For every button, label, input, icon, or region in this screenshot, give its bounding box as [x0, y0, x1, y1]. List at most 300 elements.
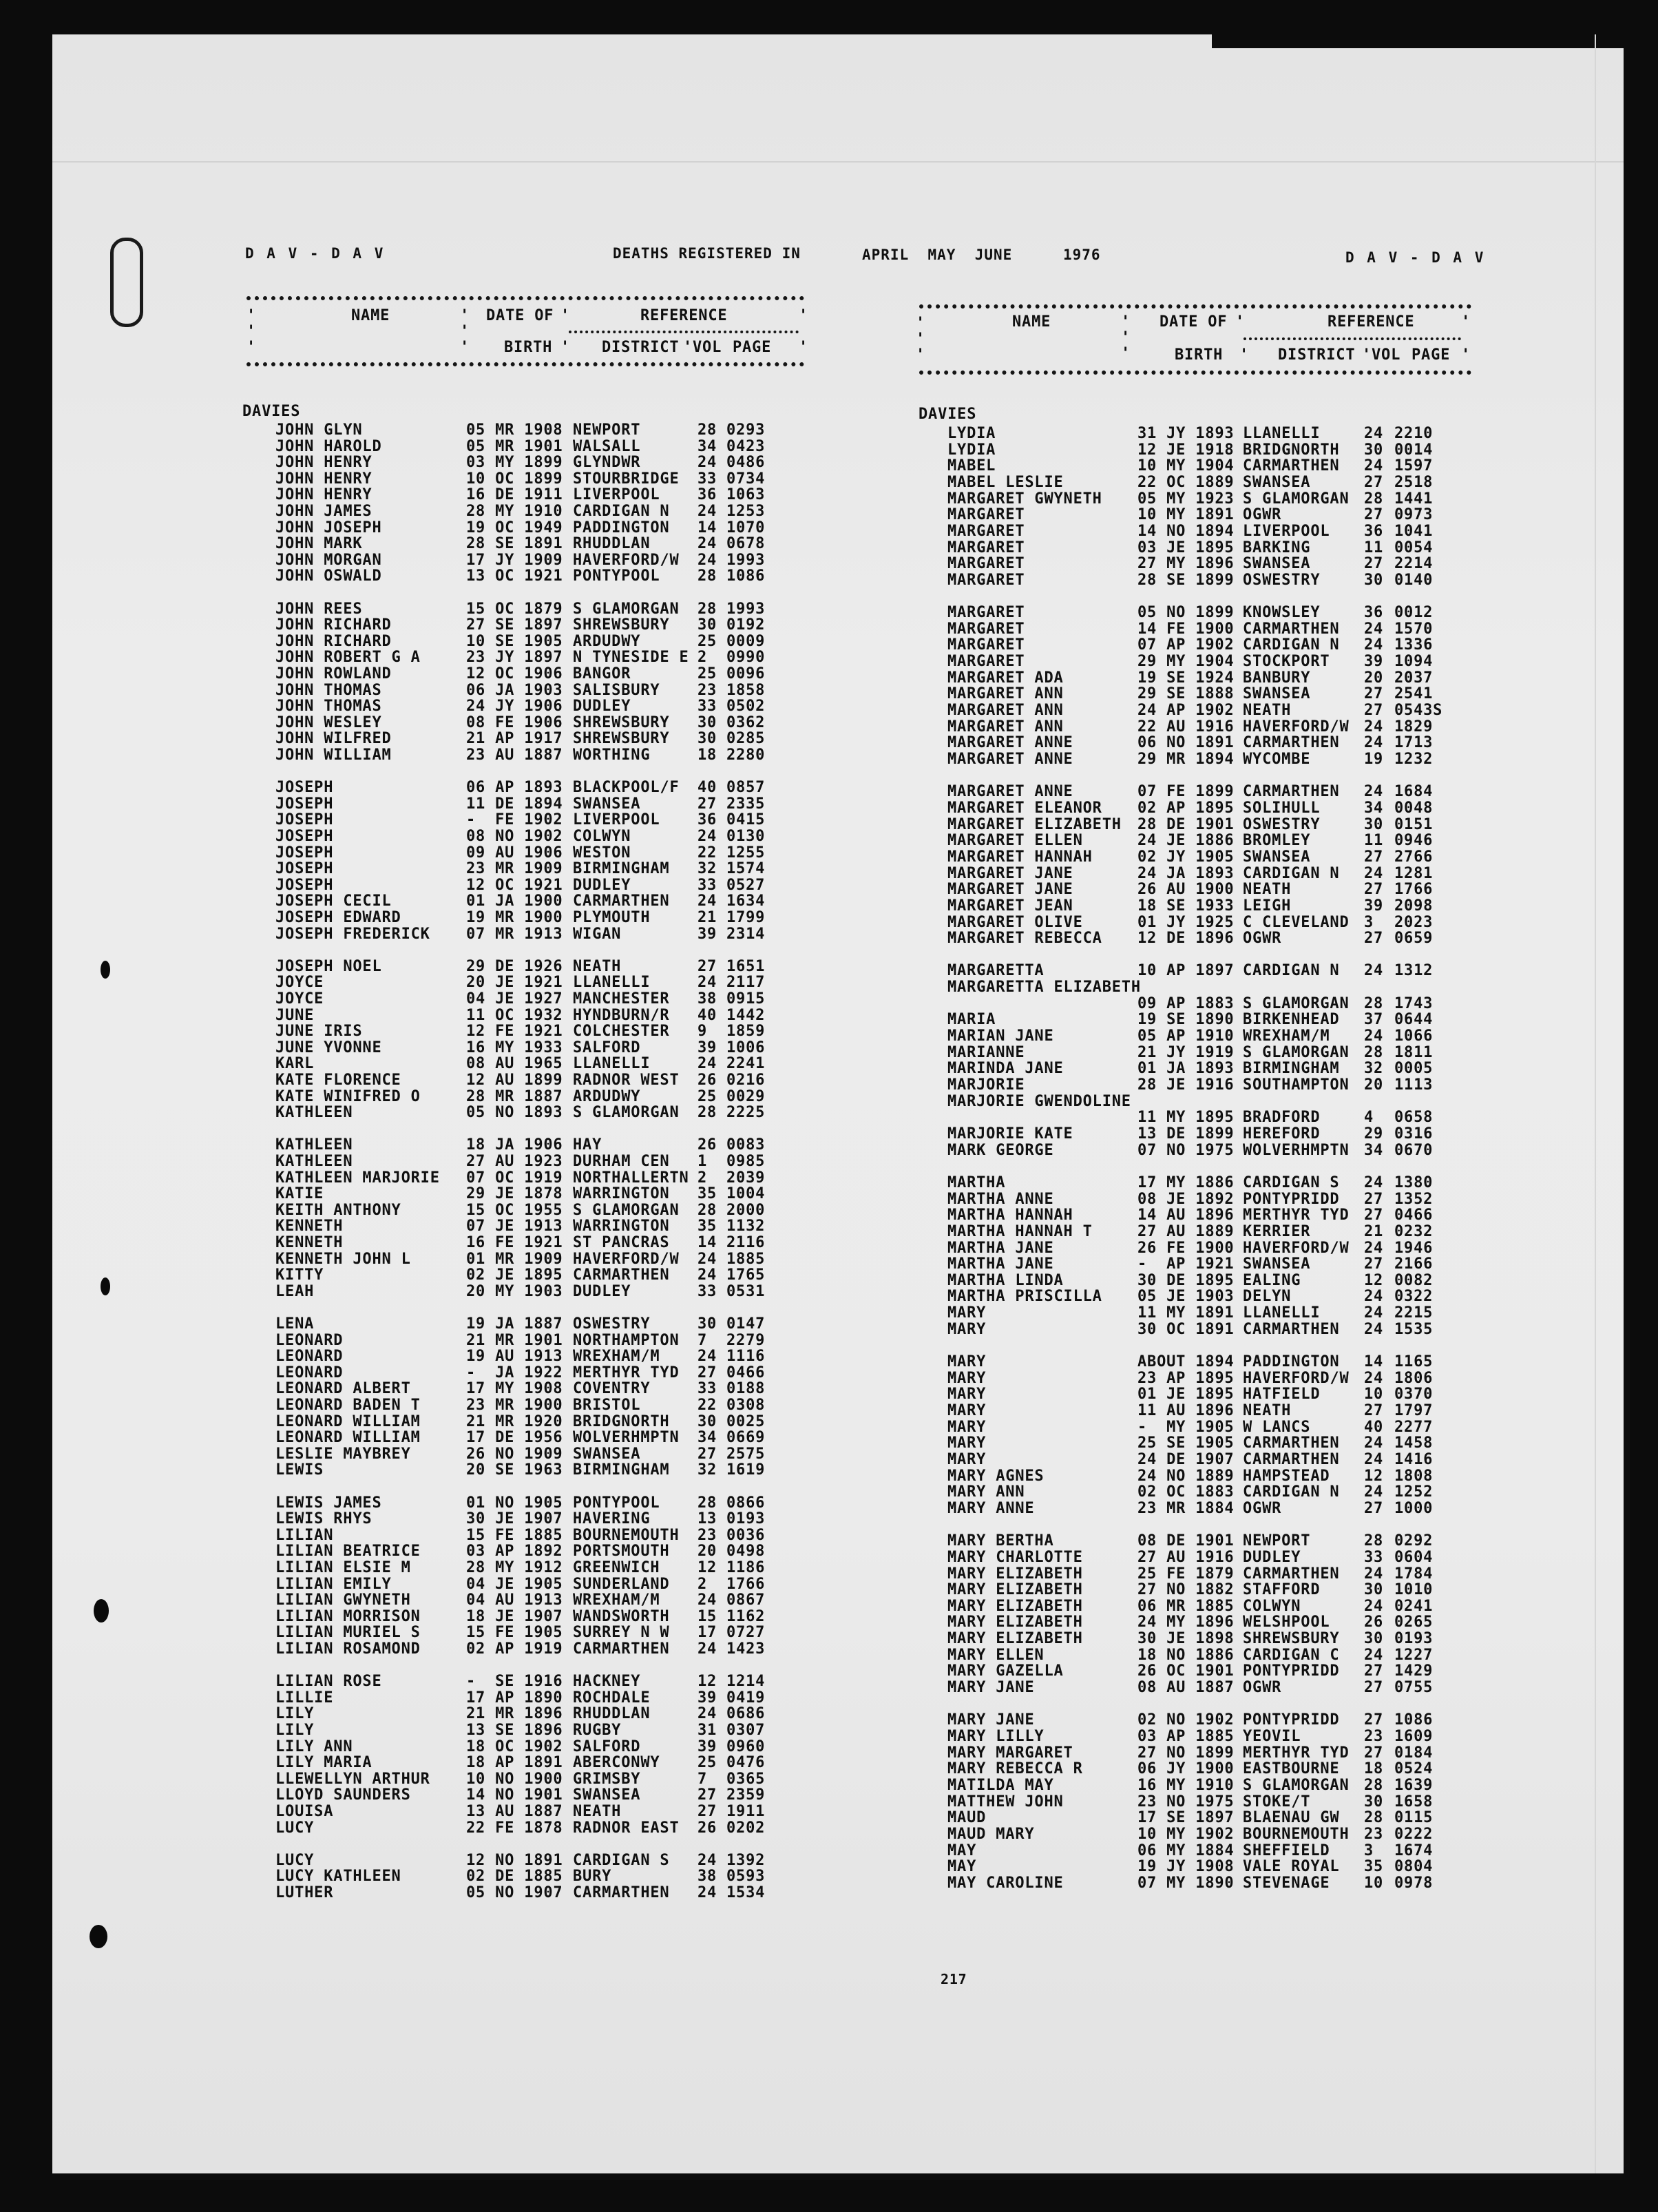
entry-vol: 33 [697, 876, 717, 894]
entry-page: 1713 [1394, 734, 1434, 752]
entry-vol: 30 [1364, 1581, 1384, 1599]
entry-district: NORTHALLERTN [573, 1169, 689, 1187]
entry-vol: 36 [1364, 604, 1384, 622]
entry-date: - FE 1902 [466, 811, 563, 829]
entry-vol: 24 [1364, 864, 1384, 882]
entry-date: 10 MY 1891 [1137, 506, 1235, 524]
entry-name: JOHN HENRY [275, 454, 372, 472]
entry-name: MAY CAROLINE [947, 1874, 1064, 1892]
entry-date: 12 NO 1891 [466, 1851, 563, 1869]
entry-name: MARIA [947, 1011, 996, 1029]
entry-name: MARY GAZELLA [947, 1662, 1064, 1680]
entry-date: 20 SE 1963 [466, 1461, 563, 1479]
entry-page: 0370 [1394, 1386, 1434, 1404]
scan-border [1212, 0, 1658, 48]
entry-vol: 27 [697, 1803, 717, 1820]
entry-district: S GLAMORGAN [573, 1104, 680, 1122]
entry-page: 1000 [1394, 1499, 1434, 1517]
entry-district: WREXHAM/M [1243, 1027, 1330, 1045]
entry-name: MARY JANE [947, 1711, 1035, 1729]
entry-name: KATE FLORENCE [275, 1072, 401, 1089]
entry-district: CARMARTHEN [573, 1640, 670, 1658]
entry-district: S GLAMORGAN [573, 600, 680, 618]
entry-page: 0012 [1394, 604, 1434, 622]
entry-name: MARGARET HANNAH [947, 848, 1093, 866]
entry-page: 1808 [1394, 1467, 1434, 1485]
entry-vol: 30 [1364, 571, 1384, 589]
entry-district: MERTHYR TYD [1243, 1744, 1350, 1762]
entry-page: 0036 [726, 1526, 766, 1544]
entry-vol: 34 [1364, 799, 1384, 817]
entry-page: 1674 [1394, 1841, 1434, 1859]
entry-vol: 30 [697, 1315, 717, 1333]
entry-name: JOHN MARK [275, 535, 363, 553]
entry-page: 2277 [1394, 1418, 1434, 1436]
entry-date: 17 SE 1897 [1137, 1809, 1235, 1827]
entry-page: 0527 [726, 876, 766, 894]
entry-district: S GLAMORGAN [1243, 1776, 1350, 1794]
entry-page: 1534 [726, 1884, 766, 1901]
entry-district: OSWESTRY [573, 1315, 651, 1333]
entry-page: 1066 [1394, 1027, 1434, 1045]
punch-hole [90, 1925, 107, 1948]
entry-district: DELYN [1243, 1288, 1292, 1306]
entry-district: BRIDGNORTH [1243, 441, 1340, 459]
entry-date: 02 DE 1885 [466, 1868, 563, 1886]
entry-date: 27 AU 1889 [1137, 1222, 1235, 1240]
entry-district: SURREY N W [573, 1624, 670, 1642]
entry-date: 19 OC 1949 [466, 519, 563, 536]
entry-name: MARY [947, 1320, 987, 1338]
entry-district: SWANSEA [1243, 555, 1311, 573]
dotted-rule [246, 296, 804, 300]
entry-district: CARMARTHEN [1243, 1434, 1340, 1452]
entry-page: 1253 [726, 503, 766, 520]
entry-name: JOHN OSWALD [275, 567, 382, 585]
entry-name: MARGARET ANN [947, 702, 1064, 720]
entry-district: CARMARTHEN [1243, 1450, 1340, 1468]
entry-name: MARGARET ANNE [947, 783, 1073, 801]
entry-district: BOURNEMOUTH [1243, 1825, 1350, 1843]
entry-page: 0867 [726, 1592, 766, 1609]
col-page: PAGE [1412, 346, 1451, 364]
entry-vol: 27 [1364, 702, 1384, 720]
entry-district: HAVERFORD/W [1243, 1239, 1350, 1257]
entry-district: HAY [573, 1136, 602, 1154]
entry-name: MARGARETTA [947, 962, 1045, 980]
entry-date: - JA 1922 [466, 1364, 563, 1381]
entry-page: 1639 [1394, 1776, 1434, 1794]
entry-vol: 28 [1364, 1532, 1384, 1550]
entry-name: MARGARET [947, 539, 1025, 556]
entry-page: 0096 [726, 665, 766, 682]
entry-vol: 31 [697, 1722, 717, 1739]
entry-district: BLACKPOOL/F [573, 779, 680, 797]
entry-page: 0804 [1394, 1858, 1434, 1876]
entry-district: NEATH [1243, 1402, 1292, 1419]
entry-district: OGWR [1243, 1679, 1282, 1697]
entry-vol: 27 [1364, 1711, 1384, 1729]
entry-district: BIRKENHEAD [1243, 1011, 1340, 1029]
entry-vol: 24 [697, 1055, 717, 1073]
entry-date: 23 AU 1887 [466, 747, 563, 764]
entry-page: 0604 [1394, 1548, 1434, 1566]
entry-page: 0973 [1394, 506, 1434, 524]
entry-name: MAUD MARY [947, 1825, 1035, 1843]
entry-date: 11 OC 1932 [466, 1006, 563, 1024]
index-range-left: D A V - D A V [245, 245, 386, 262]
entry-date: 30 OC 1891 [1137, 1320, 1235, 1338]
entry-date: 29 DE 1926 [466, 957, 563, 975]
entry-district: STOURBRIDGE [573, 470, 680, 488]
entry-vol: 22 [697, 844, 717, 862]
entry-vol: 35 [697, 1185, 717, 1203]
entry-vol: 18 [1364, 1760, 1384, 1778]
entry-name: MARK GEORGE [947, 1141, 1054, 1159]
entry-page: 0727 [726, 1624, 766, 1642]
entry-name: MARY REBECCA R [947, 1760, 1083, 1778]
entry-vol: 28 [697, 421, 717, 439]
entry-date: 18 OC 1902 [466, 1738, 563, 1755]
entry-date: - SE 1916 [466, 1673, 563, 1691]
entry-page: 2541 [1394, 685, 1434, 703]
entry-page: 1312 [1394, 962, 1434, 980]
entry-name: JOYCE [275, 990, 324, 1008]
entry-name: KEITH ANTHONY [275, 1201, 401, 1219]
entry-page: 1336 [1394, 636, 1434, 654]
entry-date: 14 FE 1900 [1137, 620, 1235, 638]
column-separator: ' [1121, 345, 1131, 362]
entry-date: 02 JY 1905 [1137, 848, 1235, 866]
col-page: PAGE [733, 339, 772, 356]
entry-date: 14 NO 1894 [1137, 522, 1235, 540]
entry-name: LEWIS RHYS [275, 1510, 372, 1528]
entry-district: SWANSEA [1243, 685, 1311, 703]
entry-vol: 24 [697, 454, 717, 472]
entry-page: 0593 [726, 1868, 766, 1886]
col-name: NAME [351, 307, 390, 324]
entry-vol: 24 [1364, 1565, 1384, 1583]
dotted-rule [919, 304, 1471, 309]
entry-page: 0678 [726, 535, 766, 553]
entry-name: MARY [947, 1434, 987, 1452]
entry-page: 1423 [726, 1640, 766, 1658]
entry-date: 02 NO 1902 [1137, 1711, 1235, 1729]
entry-date: 25 FE 1879 [1137, 1565, 1235, 1583]
quarter-period: APRIL MAY JUNE [862, 247, 1013, 263]
entry-page: 1429 [1394, 1662, 1434, 1680]
entry-name: MARY MARGARET [947, 1744, 1073, 1762]
entry-name: LEONARD ALBERT [275, 1380, 411, 1398]
entry-name: KATHLEEN [275, 1153, 353, 1170]
entry-name: JUNE IRIS [275, 1023, 363, 1041]
entry-date: 18 JA 1906 [466, 1136, 563, 1154]
entry-district: ARDUDWY [573, 1087, 641, 1105]
entry-date: 24 JA 1893 [1137, 864, 1235, 882]
entry-vol: 28 [1364, 1809, 1384, 1827]
entry-district: STEVENAGE [1243, 1874, 1330, 1892]
entry-vol: 24 [1364, 636, 1384, 654]
entry-page: 1859 [726, 1023, 766, 1041]
entry-vol: 24 [697, 828, 717, 845]
entry-page: 0265 [1394, 1614, 1434, 1631]
entry-district: PONTYPOOL [573, 1494, 660, 1512]
entry-date: 27 MY 1896 [1137, 555, 1235, 573]
entry-vol: 37 [1364, 1011, 1384, 1029]
entry-district: OGWR [1243, 1499, 1282, 1517]
entry-date: 06 MY 1884 [1137, 1841, 1235, 1859]
entry-district: LEIGH [1243, 897, 1292, 915]
entry-district: SWANSEA [1243, 473, 1311, 491]
entry-name: MARY [947, 1369, 987, 1387]
entry-page: 1252 [1394, 1483, 1434, 1501]
entry-name: MARGARET [947, 522, 1025, 540]
entry-date: 24 JY 1906 [466, 698, 563, 716]
entry-page: 0990 [726, 649, 766, 667]
entry-date: 07 JE 1913 [466, 1218, 563, 1235]
entry-date: 22 OC 1889 [1137, 473, 1235, 491]
entry-vol: 28 [1364, 1043, 1384, 1061]
entry-date: 04 AU 1913 [466, 1592, 563, 1609]
entry-vol: 40 [697, 1006, 717, 1024]
entry-vol: 33 [697, 1282, 717, 1300]
entry-district: BRISTOL [573, 1397, 641, 1414]
entry-page: 2116 [726, 1234, 766, 1251]
entry-date: 05 NO 1907 [466, 1884, 563, 1901]
entry-district: BOURNEMOUTH [573, 1526, 680, 1544]
entry-date: 19 JA 1887 [466, 1315, 563, 1333]
column-separator: ' [460, 339, 470, 356]
entry-name: KENNETH [275, 1218, 344, 1235]
entry-vol: 27 [1364, 1662, 1384, 1680]
col-reference: REFERENCE [1328, 313, 1415, 331]
entry-district: BURY [573, 1868, 612, 1886]
entry-name: MARY [947, 1402, 987, 1419]
entry-date: 10 SE 1905 [466, 632, 563, 650]
entry-vol: 15 [697, 1607, 717, 1625]
entry-page: 0014 [1394, 441, 1434, 459]
entry-vol: 24 [697, 974, 717, 992]
entry-page: 1165 [1394, 1353, 1434, 1371]
entry-district: STOKE/T [1243, 1793, 1311, 1811]
entry-district: LIVERPOOL [1243, 522, 1330, 540]
entry-district: LLANELLI [1243, 1304, 1321, 1322]
entry-page: 1227 [1394, 1646, 1434, 1664]
entry-page: 0083 [726, 1136, 766, 1154]
entry-name: JOHN HENRY [275, 486, 372, 504]
entry-page: 0202 [726, 1819, 766, 1837]
entry-district: COLCHESTER [573, 1023, 670, 1041]
entry-date: 30 JE 1907 [466, 1510, 563, 1528]
entry-date: 09 AU 1906 [466, 844, 563, 862]
entry-vol: 2 [697, 649, 708, 667]
col-birth: BIRTH [1175, 346, 1224, 364]
entry-name: JOHN GLYN [275, 421, 363, 439]
entry-vol: 10 [1364, 1874, 1384, 1892]
entry-name: JOHN THOMAS [275, 681, 382, 699]
entry-district: SHREWSBURY [573, 616, 670, 634]
entry-district: WARRINGTON [573, 1185, 670, 1203]
entry-name: MAY [947, 1841, 977, 1859]
entry-district: CARMARTHEN [1243, 783, 1340, 801]
entry-name: LEONARD [275, 1348, 344, 1366]
entry-page: 0531 [726, 1282, 766, 1300]
dotted-rule [569, 331, 799, 333]
entry-district: SHREWSBURY [573, 713, 670, 731]
entry-date: 17 MY 1908 [466, 1380, 563, 1398]
entry-page: 1784 [1394, 1565, 1434, 1583]
entry-date: 17 DE 1956 [466, 1429, 563, 1447]
entry-date: 05 MR 1908 [466, 421, 563, 439]
entry-district: RUGBY [573, 1722, 622, 1739]
entry-name: MARY ELIZABETH [947, 1597, 1083, 1615]
entry-page: 0005 [1394, 1060, 1434, 1078]
entry-date: 10 NO 1900 [466, 1770, 563, 1788]
entry-district: LIVERPOOL [573, 811, 660, 829]
entry-date: 13 DE 1899 [1137, 1125, 1235, 1142]
entry-page: 1658 [1394, 1793, 1434, 1811]
entry-page: 0216 [726, 1072, 766, 1089]
entry-vol: 27 [1364, 848, 1384, 866]
entry-vol: 27 [1364, 555, 1384, 573]
entry-district: S GLAMORGAN [1243, 1043, 1350, 1061]
entry-page: 0670 [1394, 1141, 1434, 1159]
entry-vol: 27 [1364, 473, 1384, 491]
entry-district: WALSALL [573, 437, 641, 455]
entry-date: 06 JA 1903 [466, 681, 563, 699]
entry-name: KATHLEEN [275, 1136, 353, 1154]
entry-vol: 32 [1364, 1060, 1384, 1078]
entry-vol: 40 [697, 779, 717, 797]
entry-vol: 24 [697, 1851, 717, 1869]
entry-vol: 9 [697, 1023, 708, 1041]
entry-date: 21 MR 1920 [466, 1412, 563, 1430]
entry-district: HAVERFORD/W [573, 1250, 680, 1268]
fold-line [1595, 34, 1596, 2173]
dotted-rule [246, 362, 804, 366]
entry-vol: 2 [697, 1169, 708, 1187]
entry-vol: 30 [1364, 441, 1384, 459]
entry-vol: 29 [1364, 1125, 1384, 1142]
entry-district: LIVERPOOL [573, 486, 660, 504]
entry-page: 1416 [1394, 1450, 1434, 1468]
entry-district: OSWESTRY [1243, 815, 1321, 833]
entry-page: 0644 [1394, 1011, 1434, 1029]
entry-page: 1186 [726, 1559, 766, 1576]
entry-date: 24 AP 1902 [1137, 702, 1235, 720]
entry-district: LLANELLI [1243, 425, 1321, 442]
entry-vol: 34 [697, 1429, 717, 1447]
entry-page: 2098 [1394, 897, 1434, 915]
entry-district: WOLVERHMPTN [573, 1429, 680, 1447]
entry-vol: 23 [1364, 1728, 1384, 1745]
entry-district: OGWR [1243, 930, 1282, 948]
entry-page: 0476 [726, 1754, 766, 1772]
entry-name: MARY ELIZABETH [947, 1565, 1083, 1583]
entry-district: CARDIGAN N [1243, 636, 1340, 654]
entry-district: PONTYPRIDD [1243, 1711, 1340, 1729]
entry-district: BANBURY [1243, 669, 1311, 687]
entry-page: 0193 [1394, 1630, 1434, 1648]
column-separator: ' [1461, 313, 1471, 331]
entry-date: 23 JY 1897 [466, 649, 563, 667]
entry-page: 0151 [1394, 815, 1434, 833]
entry-date: 23 MR 1884 [1137, 1499, 1235, 1517]
entry-page: 1570 [1394, 620, 1434, 638]
entry-district: S GLAMORGAN [1243, 994, 1350, 1012]
entry-date: 10 MY 1904 [1137, 457, 1235, 475]
entry-district: SWANSEA [573, 795, 641, 813]
entry-date: 24 NO 1889 [1137, 1467, 1235, 1485]
entry-district: NEWPORT [1243, 1532, 1311, 1550]
entry-name: JOSEPH [275, 779, 334, 797]
entry-name: LEONARD [275, 1331, 344, 1349]
entry-district: ROCHDALE [573, 1689, 651, 1707]
entry-vol: 24 [1364, 962, 1384, 980]
entry-name: LILIAN MURIEL S [275, 1624, 421, 1642]
entry-name: JOSEPH CECIL [275, 893, 392, 910]
entry-vol: 13 [697, 1510, 717, 1528]
entry-page: 1441 [1394, 490, 1434, 508]
entry-name: JOSEPH [275, 795, 334, 813]
entry-district: SWANSEA [1243, 1255, 1311, 1273]
col-vol: VOL [693, 339, 722, 356]
entry-page: 0985 [726, 1153, 766, 1170]
entry-date: 16 FE 1921 [466, 1234, 563, 1251]
entry-district: CARMARTHEN [573, 893, 670, 910]
entry-vol: 14 [1364, 1353, 1384, 1371]
entry-vol: 35 [1364, 1858, 1384, 1876]
entry-name: MARTHA JANE [947, 1255, 1054, 1273]
entry-district: BROMLEY [1243, 832, 1311, 850]
entry-page: 1858 [726, 681, 766, 699]
entry-date: 07 MY 1890 [1137, 1874, 1235, 1892]
entry-page: 2575 [726, 1445, 766, 1463]
entry-district: DUDLEY [1243, 1548, 1301, 1566]
entry-name: LEONARD WILLIAM [275, 1429, 421, 1447]
entry-vol: 36 [697, 486, 717, 504]
entry-name: MARTHA JANE [947, 1239, 1054, 1257]
entry-name: LILIAN ROSAMOND [275, 1640, 421, 1658]
column-separator: ' [246, 323, 257, 340]
col-date-of: DATE OF [1159, 313, 1228, 331]
entry-vol: 24 [1364, 1304, 1384, 1322]
entry-vol: 7 [697, 1331, 708, 1349]
entry-page: 0115 [1394, 1809, 1434, 1827]
entry-name: LESLIE MAYBREY [275, 1445, 411, 1463]
entry-vol: 24 [697, 1250, 717, 1268]
entry-name: LILIAN BEATRICE [275, 1543, 421, 1561]
entry-vol: 27 [1364, 1679, 1384, 1697]
entry-name: MARY ELLEN [947, 1646, 1045, 1664]
entry-district: KNOWSLEY [1243, 604, 1321, 622]
entry-district: WOLVERHMPTN [1243, 1141, 1350, 1159]
entry-date: 24 MY 1896 [1137, 1614, 1235, 1631]
entry-name: MARGARET ANNE [947, 734, 1073, 752]
column-separator: ' [460, 323, 470, 340]
entry-page: 1041 [1394, 522, 1434, 540]
page-number: 217 [941, 1971, 967, 1987]
entry-name: MARY ELIZABETH [947, 1581, 1083, 1599]
page-title: DEATHS REGISTERED IN [613, 245, 801, 262]
entry-name: JUNE YVONNE [275, 1039, 382, 1056]
entry-date: 17 JY 1909 [466, 551, 563, 569]
entry-page: 1885 [726, 1250, 766, 1268]
entry-page: 2314 [726, 925, 766, 943]
entry-district: HYNDBURN/R [573, 1006, 670, 1024]
column-separator: ' [916, 331, 926, 348]
entry-name: JOHN THOMAS [275, 698, 382, 716]
